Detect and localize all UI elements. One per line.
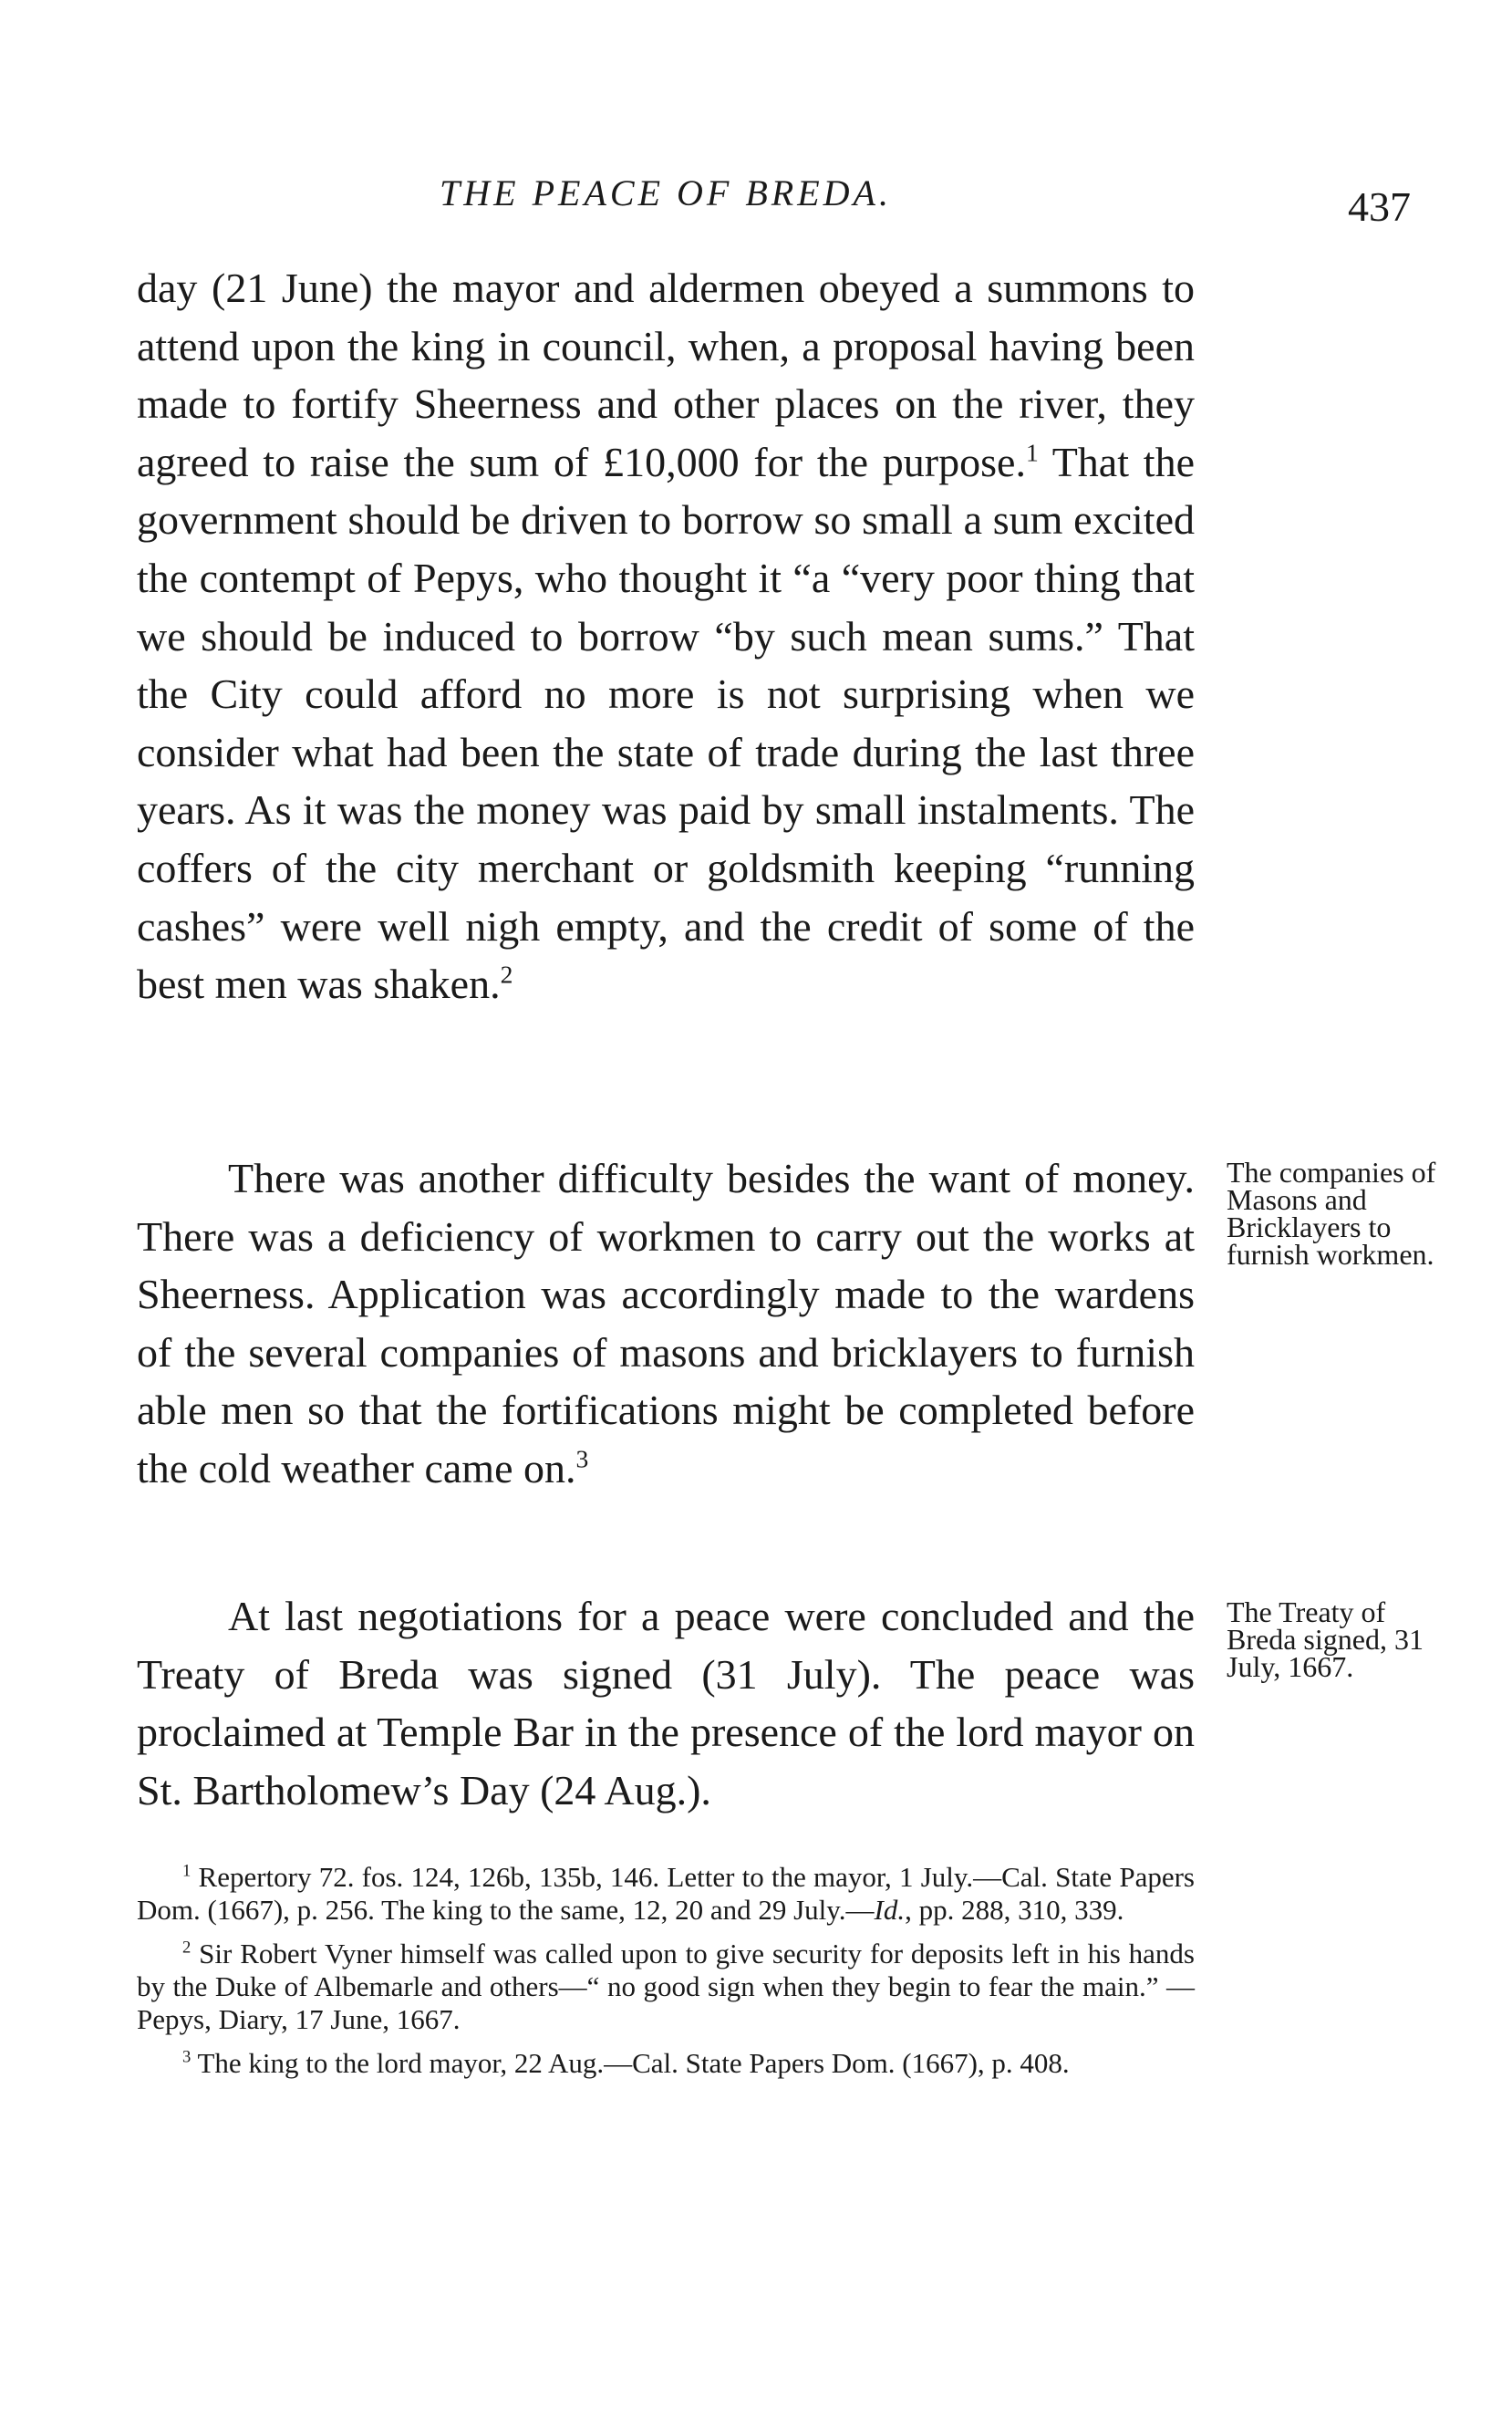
paragraph-2-text: There was another difficulty besides the want of money. There was a deficiency of workmen to carry out the works at Sheerness. Application was accordingly made to the wardens of the several companies of masons and bricklayers to furnish able men so that the fortifications might be completed before the cold weather came on. — [137, 1155, 1195, 1491]
footnote-1 — [137, 1861, 1195, 1927]
footnote-2 — [137, 1938, 1195, 2036]
footnote-ref-1: 1 — [1025, 438, 1039, 467]
margin-note-treaty: The Treaty of Breda signed, 31 July, 1667. — [1227, 1595, 1424, 1683]
paragraph-3 — [137, 1587, 1195, 1819]
footnote-ref-3: 3 — [575, 1444, 589, 1473]
footnote-2-mark: 2 — [182, 1938, 192, 1958]
paragraph-1-text-b: That the government should be driven to borrow so small a sum excited the contempt of Pepys, who thought it “a “very poor thing that we should be induced to borrow “by such mean sums.” That the City could afford no more is not surprising when we consider what had been the state of trade during the last three years. As it was the money was paid by small instalments. The coffers of the city merchant or goldsmith keeping “running cashes” were well nigh empty, and the credit of some of the best men was shaken. — [137, 438, 1195, 1008]
footnotes — [137, 1861, 1195, 2091]
footnote-2-text: Sir Robert Vyner himself was called upon to give security for deposits left in his hands by the Duke of Albemarle and others—“ no good sign when they begin to fear the main.” — Pepys, Diary, 17 June, 1667. — [137, 1938, 1195, 2035]
paragraph-1 — [137, 259, 1195, 1013]
footnote-1-italic: Id. — [874, 1894, 906, 1926]
paragraph-2 — [137, 1149, 1195, 1498]
page-number: 437 — [1348, 183, 1411, 230]
footnote-1-text-a: Repertory 72. fos. 124, 126b, 135b, 146. Letter to the mayor, 1 July.—Cal. State Papers Dom. (1667), p. 256. The king to the same, 12, 20 and 29 July.— — [137, 1861, 1195, 1926]
footnote-ref-2: 2 — [500, 960, 513, 989]
footnote-1-text-b: , pp. 288, 310, 339. — [905, 1894, 1124, 1926]
running-title: THE PEACE OF BREDA. — [440, 172, 892, 213]
footnote-3-mark: 3 — [182, 2047, 192, 2067]
footnote-3-text: The king to the lord mayor, 22 Aug.—Cal. State Papers Dom. (1667), p. 408. — [191, 2047, 1070, 2079]
paragraph-3-text: At last negotiations for a peace were concluded and the Treaty of Breda was signed (31 July). The peace was proclaimed at Temple Bar in the presence of the lord mayor on St. Bartholomew’s Day (24 Aug.). — [137, 1593, 1195, 1813]
margin-note-companies: The companies of Masons and Bricklayers to furnish workmen. — [1227, 1156, 1436, 1271]
footnote-3 — [137, 2047, 1195, 2080]
footnote-1-mark: 1 — [182, 1861, 192, 1881]
paragraph-1-text-a: day (21 June) the mayor and aldermen obeyed a summons to attend upon the king in council, when, a proposal having been made to fortify Sheerness and other places on the river, they agreed to raise the sum of £10,000 for the purpose. — [137, 265, 1195, 485]
